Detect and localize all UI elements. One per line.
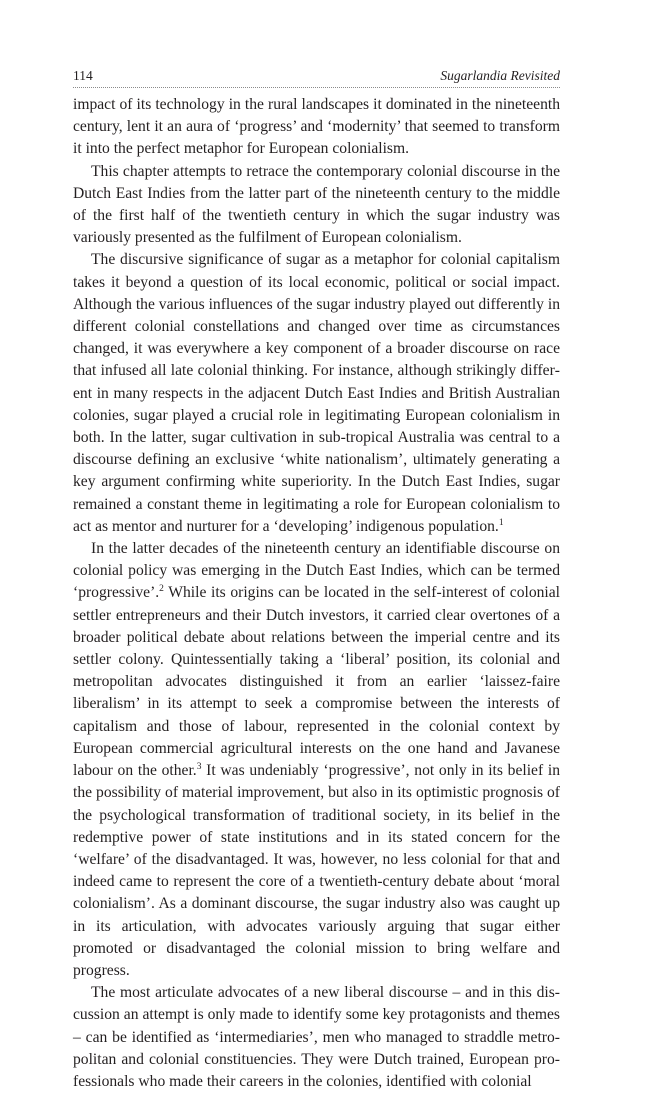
- footnote-marker: 1: [498, 517, 504, 528]
- body-text: [73, 94, 560, 1093]
- paragraph-text: In the latter decades of the nineteenth century an identifiable discourse on colonial policy was emerging in the Dutch East Indies, which can be termed ‘progressive’.: [73, 540, 560, 602]
- paragraph: [73, 538, 560, 982]
- page-number: 114: [73, 68, 93, 83]
- book-page: [73, 68, 560, 1093]
- paragraph-text: The discursive significance of sugar as a metaphor for colonial capitalism takes it beyond a question of its local economic, political or social impact. Although the various influences of the sugar industry played out differently in different colonial constellations and changed over time as circumstances changed, it was everywhere a key component of a broader discourse on race that infused all late colonial thinking. For instance, although strikingly different in many respects in the adjacent Dutch East Indies and British Australian colonies, sugar played a crucial role in legitimating European colonialism in both. In the latter, sugar cultivation in sub-tropical Australia was central to a discourse defining an exclusive ‘white nationalism’, ultimately generating a key argument confirming white superiority. In the Dutch East Indies, sugar remained a constant theme in legitimating a role for European colonialism to act as mentor and nurturer for a ‘developing’ indigenous population.: [73, 251, 560, 535]
- paragraph: [73, 982, 560, 1093]
- paragraph-text: While its origins can be located in the self-interest of colonial settler entrepreneurs and their Dutch investors, it carried clear overtones of a broader political debate about relations between the imperial centre and its settler colony. Quintessentially taking a ‘liberal’ position, its colonial and metropolitan advocates distinguished it from an earlier ‘laissez-faire liberalism’ in its attempt to seek a compromise between the interests of capitalism and those of labour, represented in the colonial context by European commercial agricultural interests on the one hand and Javanese labour on the other.: [73, 584, 560, 780]
- paragraph: [73, 249, 560, 538]
- paragraph-text: This chapter attempts to retrace the contemporary colonial discourse in the Dutch East Indies from the latter part of the nineteenth century to the middle of the first half of the twentieth century in which the sugar industry was variously presented as the fulfilment of European colonialism.: [73, 162, 560, 247]
- paragraph-text: The most articulate advocates of a new liberal discourse – and in this discussion an attempt is only made to identify some key protagonists and themes – can be identified as ‘intermediaries’, men who managed to straddle metropolitan and colonial constituencies. They were Dutch trained, European professionals who made their careers in the colonies, identified with colonial: [73, 984, 560, 1090]
- running-head: [73, 68, 560, 88]
- paragraph: [73, 94, 560, 161]
- paragraph: [73, 161, 560, 250]
- running-title: Sugarlandia Revisited: [440, 68, 560, 83]
- footnote-marker: 2: [159, 584, 164, 595]
- paragraph-text: impact of its technology in the rural landscapes it dominated in the nineteenth century, lent it an aura of ‘progress’ and ‘modernity’ that seemed to transform it into the perfect metaphor for European colonialism.: [73, 96, 560, 158]
- paragraph-text: It was undeniably ‘progressive’, not only in its belief in the possibility of material improvement, but also in its optimistic prognosis of the psychological transformation of traditional society, in its belief in the redemptive power of state institutions and in its stated concern for the ‘welfare’ of the disadvantaged. It was, however, no less colonial for that and indeed came to represent the core of a twentieth-century debate about ‘moral colonialism’. As a dominant discourse, the sugar industry also was caught up in its articulation, with advocates variously arguing that sugar either promoted or disadvantaged the colonial mission to bring welfare and progress.: [73, 762, 560, 979]
- footnote-marker: 3: [196, 761, 202, 772]
